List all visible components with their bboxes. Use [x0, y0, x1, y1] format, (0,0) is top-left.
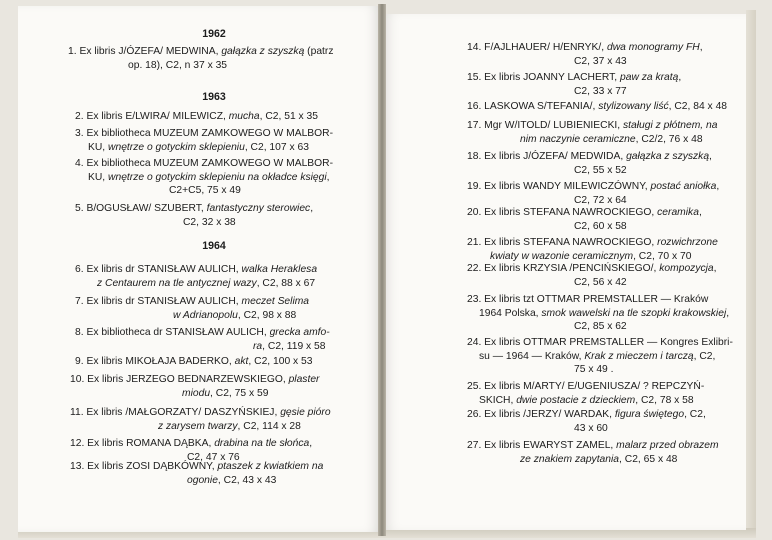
- catalog-entry-4: 4. Ex bibliotheca MUZEUM ZAMKOWEGO W MALBOR- KU, wnętrze o gotyckim sklepieniu na okładce księgi, C2+C5, 75 x 49: [75, 158, 334, 197]
- catalog-entry-25: 25. Ex libris M/ARTY/ E/UGENIUSZA/ ? REPCZYŃ- SKICH, dwie postacie z dzieckiem, C2, 78 x 58: [467, 381, 705, 406]
- book-gutter: [378, 4, 386, 536]
- catalog-entry-27: 27. Ex libris EWARYST ZAMEL, malarz przed obrazem ze znakiem zapytania, C2, 65 x 48: [467, 440, 719, 465]
- catalog-entry-26: 26. Ex libris /JERZY/ WARDAK, figura świętego, C2, 43 x 60: [467, 409, 706, 434]
- catalog-entry-8: 8. Ex bibliotheca dr STANISŁAW AULICH, grecka amfo- ra, C2, 119 x 58: [75, 327, 330, 352]
- catalog-entry-11: 11. Ex libris /MAŁGORZATY/ DASZYŃSKIEJ, gęsie pióro z zarysem twarzy, C2, 114 x 28: [70, 407, 331, 432]
- catalog-entry-23: 23. Ex libris tzt OTTMAR PREMSTALLER — Kraków 1964 Polska, smok wawelski na tle szopki krakowskiej, C2, 85 x 62: [467, 294, 730, 333]
- catalog-entry-21: 21. Ex libris STEFANA NAWROCKIEGO, rozwichrzone kwiaty w wazonie ceramicznym, C2, 70 x 70: [467, 237, 718, 262]
- catalog-entry-5: 5. B/OGUSŁAW/ SZUBERT, fantastyczny sterowiec, C2, 32 x 38: [75, 203, 314, 228]
- catalog-entry-9: 9. Ex libris MIKOŁAJA BADERKO, akt, C2, 100 x 53: [75, 356, 313, 367]
- catalog-entry-17: 17. Mgr W/ITOLD/ LUBIENIECKI, staługi z płótnem, na nim naczynie ceramiczne, C2/2, 76 x 48: [467, 120, 718, 145]
- catalog-entry-24: 24. Ex libris OTTMAR PREMSTALLER — Kongres Exlibri- su — 1964 — Kraków, Krak z mieczem i tarczą, C2, 75 x 49 .: [467, 337, 733, 376]
- catalog-entry-22: 22. Ex libris KRZYSIA /PENCIŃSKIEGO/, kompozycja, C2, 56 x 42: [467, 263, 717, 288]
- catalog-entry-15: 15. Ex libris JOANNY LACHERT, paw za kratą, C2, 33 x 77: [467, 72, 682, 97]
- year-heading-1963: 1963: [202, 91, 226, 103]
- catalog-entry-2: 2. Ex libris E/LWIRA/ MILEWICZ, mucha, C2, 51 x 35: [75, 111, 319, 122]
- catalog-entry-10: 10. Ex libris JERZEGO BEDNARZEWSKIEGO, plaster miodu, C2, 75 x 59: [70, 374, 320, 399]
- catalog-entry-20: 20. Ex libris STEFANA NAWROCKIEGO, ceramika, C2, 60 x 58: [467, 207, 702, 232]
- catalog-entry-14: 14. F/AJLHAUER/ H/ENRYK/, dwa monogramy FH, C2, 37 x 43: [467, 42, 703, 67]
- catalog-entry-7: 7. Ex libris dr STANISŁAW AULICH, meczet Selima w Adrianopolu, C2, 98 x 88: [75, 296, 310, 321]
- year-heading-1962: 1962: [202, 28, 226, 40]
- catalog-entry-12: 12. Ex libris ROMANA DĄBKA, drabina na tle słońca, C2, 47 x 76: [70, 438, 313, 463]
- catalog-entry-13: 13. Ex libris ZOSI DĄBKÓWNY, ptaszek z kwiatkiem na ogonie, C2, 43 x 43: [70, 461, 324, 486]
- catalog-entry-16: 16. LASKOWA S/TEFANIA/, stylizowany liść, C2, 84 x 48: [467, 101, 728, 112]
- catalog-entry-19: 19. Ex libris WANDY MILEWICZÓWNY, postać aniołka, C2, 72 x 64: [467, 181, 720, 206]
- year-heading-1964: 1964: [202, 240, 226, 252]
- catalog-entry-18: 18. Ex libris J/ÓZEFA/ MEDWIDA, gałązka z szyszką, C2, 55 x 52: [467, 151, 712, 176]
- page-edge-right: [746, 10, 756, 532]
- catalog-entry-1: 1. Ex libris J/ÓZEFA/ MEDWINA, gałązka z szyszką (patrz op. 18), C2, n 37 x 35: [68, 46, 334, 71]
- catalog-entry-6: 6. Ex libris dr STANISŁAW AULICH, walka Heraklesa z Centaurem na tle antycznej wazy, C2, 88 x 67: [75, 264, 318, 289]
- catalog-entry-3: 3. Ex bibliotheca MUZEUM ZAMKOWEGO W MALBOR- KU, wnętrze o gotyckim sklepieniu, C2, 107 x 63: [75, 128, 334, 153]
